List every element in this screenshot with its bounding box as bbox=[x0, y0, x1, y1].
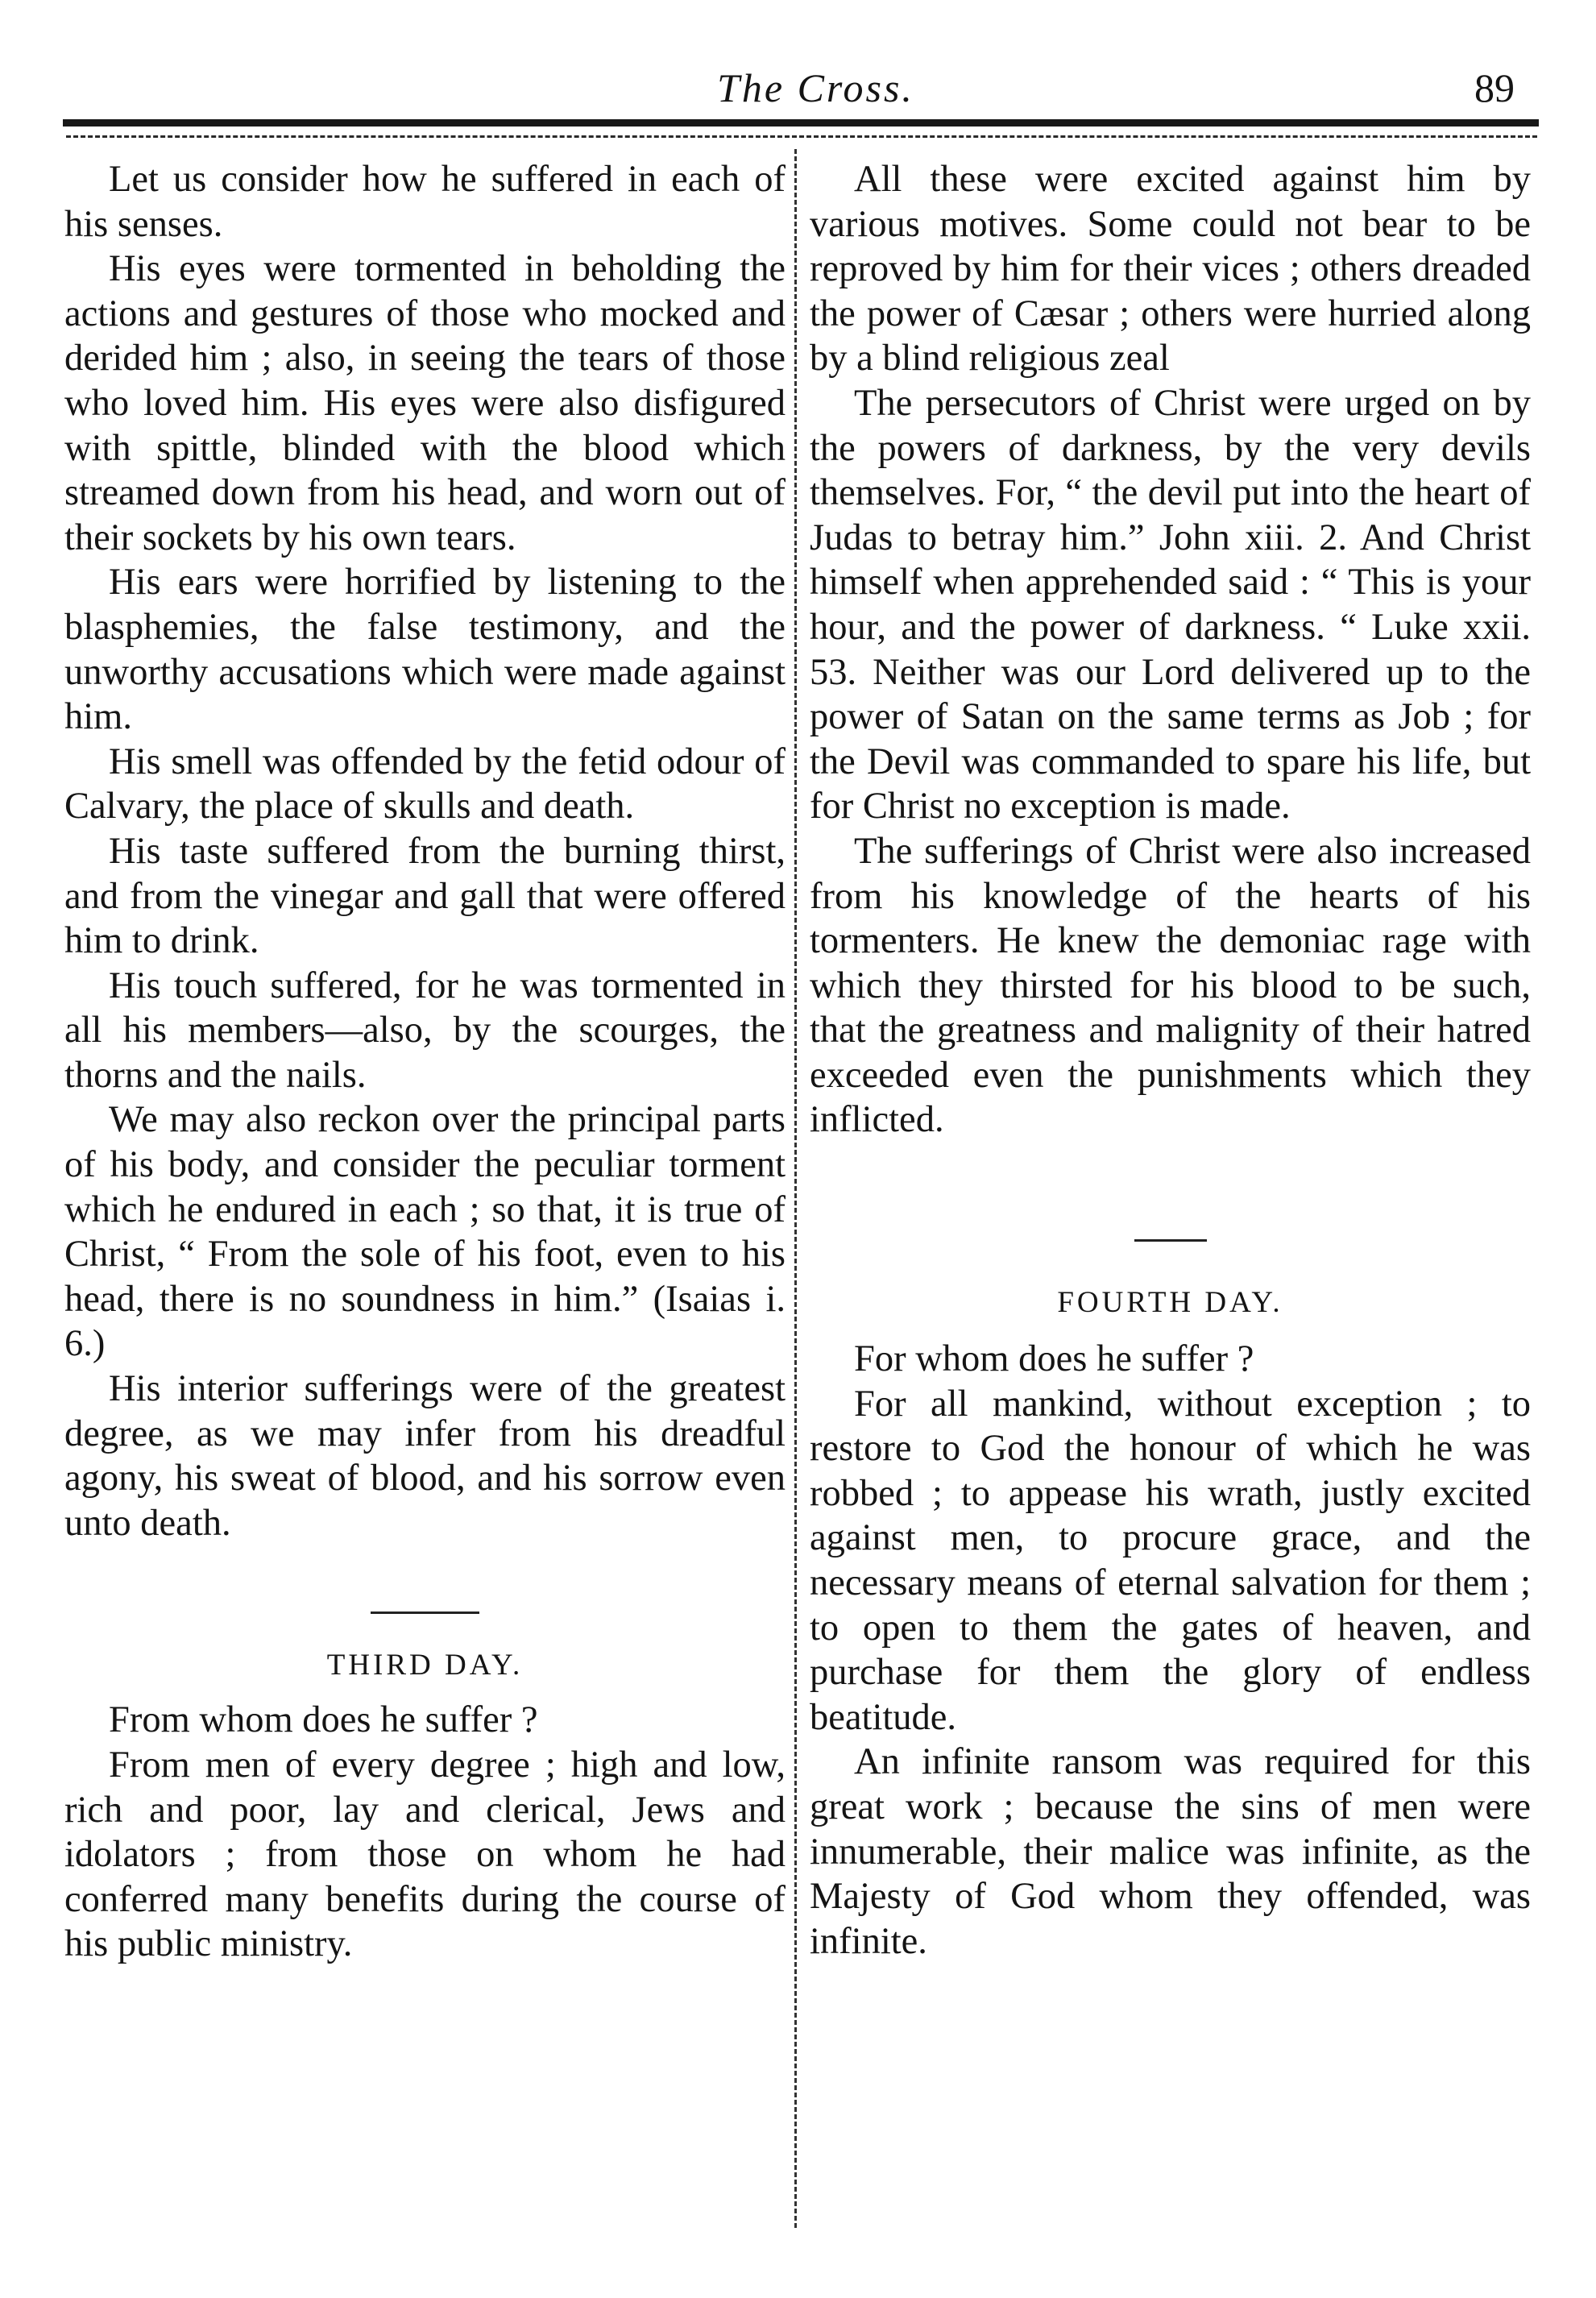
paragraph: Let us consider how he suffered in each of his senses. bbox=[64, 159, 786, 245]
page-number: 89 bbox=[1474, 65, 1515, 110]
question: For whom does he suffer ? bbox=[854, 1338, 1254, 1380]
column-divider bbox=[794, 149, 797, 2228]
header-rule-thick bbox=[63, 119, 1539, 127]
paragraph: His interior sufferings were of the greatest degree, as we may infer from his dreadful agony, his sweat of blood, and his sorrow even unto death. bbox=[64, 1368, 786, 1544]
running-title: The Cross. bbox=[717, 65, 914, 110]
paragraph: His touch suffered, for he was tormented in all his members—also, by the scourges, the thorns and the nails. bbox=[64, 964, 786, 1096]
paragraph: His taste suffered from the burning thirst, and from the vinegar and gall that were offered him to drink. bbox=[64, 830, 786, 962]
paragraph: For all mankind, without exception ; to restore to God the honour of which he was robbed ; to appease his wrath, justly excited against men, to procure grace, and the necessary means of eternal salvation for them ; to open to them the gates of heaven, and purchase for them the glory of endless beatitude. bbox=[810, 1383, 1531, 1738]
left-column bbox=[64, 157, 786, 1967]
paragraph: All these were excited against him by various motives. Some could not bear to be reproved by him for their vices ; others dreaded the power of Cæsar ; others were hurried along by a blind religious zeal bbox=[810, 159, 1531, 380]
section-heading: FOURTH DAY. bbox=[1057, 1286, 1283, 1320]
paragraph: His smell was offended by the fetid odour of Calvary, the place of skulls and death. bbox=[64, 740, 786, 828]
paragraph: The sufferings of Christ were also increased from his knowledge of the hearts of his tormenters. He knew the demoniac rage with which they thirsted for his blood to be such, that the greatness and malignity of their hatred exceeded even the punishments which they inflicted. bbox=[810, 830, 1531, 1141]
section-divider bbox=[371, 1612, 479, 1614]
section-divider bbox=[1134, 1239, 1207, 1242]
paragraph: We may also reckon over the principal parts of his body, and consider the peculiar torment which he endured in each ; so that, it is true of Christ, “ From the sole of his foot, even to his head, there is no soundness in him.” (Isaias i. 6.) bbox=[64, 1099, 786, 1365]
right-column bbox=[810, 157, 1531, 1964]
running-head bbox=[60, 63, 1539, 113]
question: From whom does he suffer ? bbox=[109, 1699, 538, 1741]
paragraph: The persecutors of Christ were urged on by the powers of darkness, by the very devils themselves. For, “ the devil put into the heart of Judas to betray him.” John xiii. 2. And Christ himself when apprehended said : “ This is your hour, and the power of darkness. “ Luke xxii. 53. Neither was our Lord delivered up to the power of Satan on the same terms as Job ; for the Devil was commanded to spare his life, but for Christ no exception is made. bbox=[810, 382, 1531, 828]
paragraph: His ears were horrified by listening to the blasphemies, the false testimony, and the unworthy accusations which were made against him. bbox=[64, 562, 786, 738]
paragraph: From men of every degree ; high and low, rich and poor, lay and clerical, Jews and idolators ; from those on whom he had conferred many benefits during the course of his public ministry. bbox=[64, 1744, 786, 1965]
section-heading: THIRD DAY. bbox=[326, 1649, 524, 1682]
paragraph: An infinite ransom was required for this great work ; because the sins of men were innumerable, their malice was infinite, as the Majesty of God whom they offended, was infinite. bbox=[810, 1741, 1531, 1962]
header-rule-thin bbox=[66, 135, 1537, 138]
paragraph: His eyes were tormented in beholding the actions and gestures of those who mocked and derided him ; also, in seeing the tears of those who loved him. His eyes were also disfigured with spittle, blinded with the blood which streamed down from his head, and worn out of their sockets by his own tears. bbox=[64, 248, 786, 558]
